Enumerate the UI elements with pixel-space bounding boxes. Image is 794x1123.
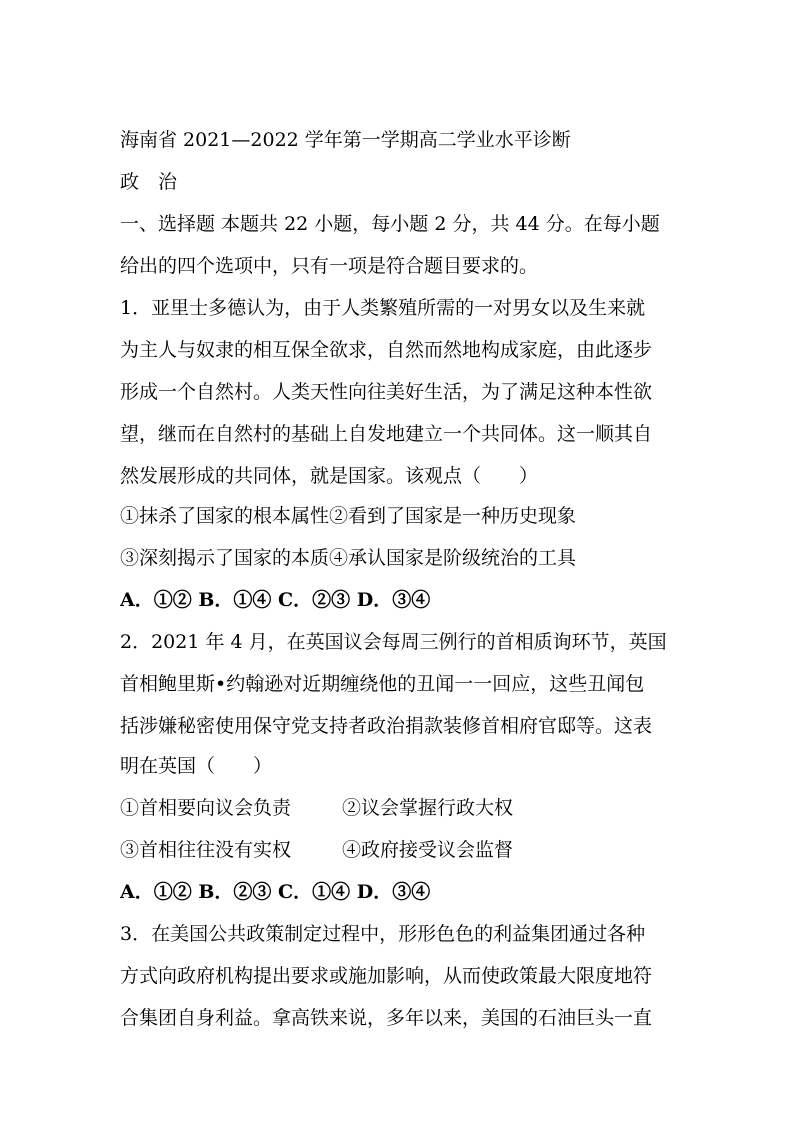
q2-stem-line-3: 括涉嫌秘密使用保守党支持者政治捐款装修首相府官邸等。这表 <box>120 715 653 737</box>
q1-statements-line-2: ③深刻揭示了国家的本质④承认国家是阶级统治的工具 <box>120 547 577 569</box>
section-instruction-line-1: 一、选择题 本题共 22 小题，每小题 2 分，共 44 分。在每小题 <box>120 213 660 235</box>
q2-choices: A．①② B．②③ C．①④ D．③④ <box>120 881 431 903</box>
q1-stem-line-3: 形成一个自然村。人类天性向往美好生活，为了满足这种本性欲 <box>120 381 653 403</box>
q1-stem-line-4: 望，继而在自然村的基础上自发地建立一个共同体。这一顺其自 <box>120 423 653 445</box>
q2-statement-4: ④政府接受议会监督 <box>342 839 514 861</box>
exam-title: 海南省 2021—2022 学年第一学期高二学业水平诊断 <box>120 129 571 151</box>
q2-stem-line-4: 明在英国（ ） <box>120 755 273 777</box>
q2-stem-line-2: 首相鲍里斯•约翰逊对近期缠绕他的丑闻一一回应，这些丑闻包 <box>120 673 645 695</box>
q2-statement-3: ③首相往往没有实权 <box>120 839 292 861</box>
q1-statements-line-1: ①抹杀了国家的根本属性②看到了国家是一种历史现象 <box>120 505 577 527</box>
section-instruction-line-2: 给出的四个选项中，只有一项是符合题目要求的。 <box>120 255 539 277</box>
q3-stem-line-3: 合集团自身利益。拿高铁来说，多年以来，美国的石油巨头一直 <box>120 1007 653 1029</box>
q1-stem-line-1: 1．亚里士多德认为，由于人类繁殖所需的一对男女以及生来就 <box>120 297 646 319</box>
subject-title: 政 治 <box>120 171 178 193</box>
q3-stem-line-2: 方式向政府机构提出要求或施加影响，从而使政策最大限度地符 <box>120 965 653 987</box>
q2-statements-row-1 <box>120 795 680 821</box>
q2-statement-1: ①首相要向议会负责 <box>120 797 292 819</box>
q1-stem-line-5: 然发展形成的共同体，就是国家。该观点（ ） <box>120 465 539 487</box>
q2-stem-line-1: 2．2021 年 4 月，在英国议会每周三例行的首相质询环节，英国 <box>120 631 667 653</box>
q1-stem-line-2: 为主人与奴隶的相互保全欲求，自然而然地构成家庭，由此逐步 <box>120 339 653 361</box>
q1-choices: A．①② B．①④ C．②③ D．③④ <box>120 589 431 611</box>
q2-statements-row-2 <box>120 837 680 863</box>
q2-statement-2: ②议会掌握行政大权 <box>342 797 514 819</box>
q3-stem-line-1: 3．在美国公共政策制定过程中，形形色色的利益集团通过各种 <box>120 923 646 945</box>
